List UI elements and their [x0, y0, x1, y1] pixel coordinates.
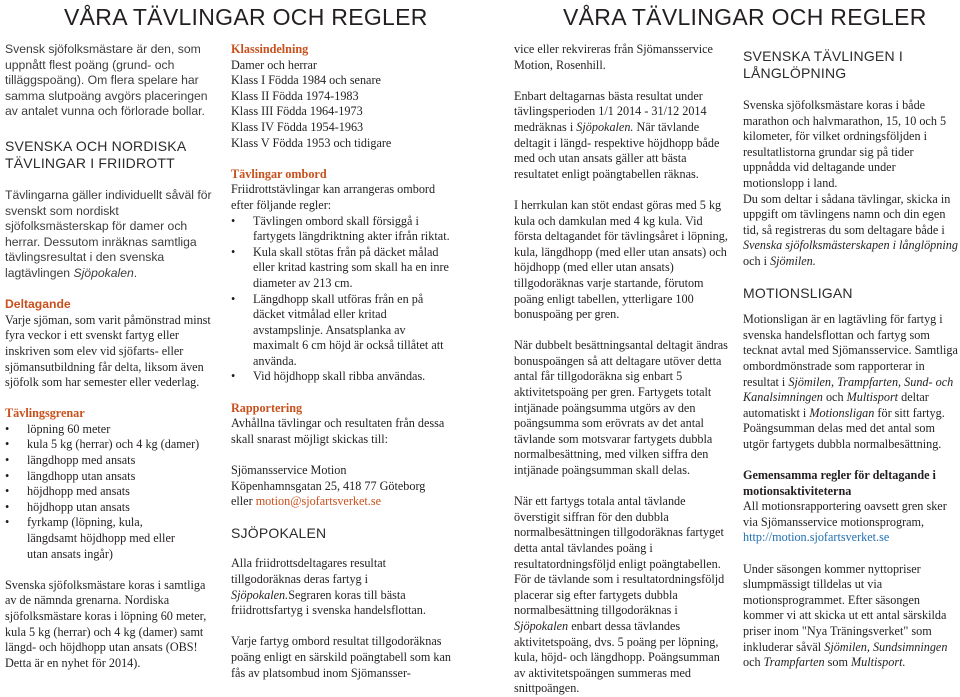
- col4-p2-em2: Sjömilen.: [770, 253, 816, 268]
- klass-item: Damer och herrar: [231, 57, 317, 72]
- klass-title: Klassindelning: [231, 42, 309, 56]
- list-item: • längdhopp med ansats: [5, 453, 217, 469]
- list-item: • höjdhopp utan ansats: [5, 500, 217, 516]
- section-heading-friidrott: SVENSKA OCH NORDISKA TÄVLINGAR I FRIIDROTT: [5, 137, 186, 171]
- intro-paragraph: Svensk sjöfolksmästare är den, som uppnått flest poäng (grund- och tilläggspoäng). Om flera spelare har samma slutpoäng avgörs placeringen av antalet vunna och förlorade bollar.: [5, 42, 208, 119]
- list-item: • höjdhopp med ansats: [5, 484, 217, 500]
- gem-text: All motionsrapportering oavsett gren sker via Sjömansservice motionsprogram,: [743, 499, 947, 529]
- column-2: [231, 42, 453, 681]
- col3-paragraph-2: [514, 89, 732, 183]
- list-item: • Vid höjdhopp skall ribba användas.: [231, 369, 453, 385]
- klass-item: Klass V Födda 1953 och tidigare: [231, 135, 392, 150]
- friidrott-em: Sjöpokalen: [73, 265, 134, 280]
- section-heading-sjopokalen: SJÖPOKALEN: [231, 525, 327, 542]
- col3-paragraph-3: I herrkulan kan stöt endast göras med 5 kg kula och damkulan med 4 kg kula. Vid första deltagandet för tävlingsåret i löpning, kula, längdhopp (med eller utan ansats) och höjdhopp (med eller utan ansats) tillgodoräknas varje startande, förutom poäng enligt tabellen, ytterligare 100 bonuspoäng per gren.: [514, 197, 728, 322]
- list-item: • Tävlingen ombord skall försiggå i fartygets längdriktning akter ifrån riktat.: [231, 214, 453, 245]
- column-4: [743, 42, 958, 671]
- friidrott-paragraph: Tävlingarna gäller individuellt såväl för svenskt som nordiskt sjöfolksmästerskap för damer och herrar. Dessutom inräknas samtliga tävlingsresultat i den svenska lagtävlingen Sjöpokalen.: [5, 187, 212, 280]
- klass-item: Klass II Födda 1974-1983: [231, 88, 359, 103]
- list-item: • Kula skall stötas från på däcket målad eller kritad kastring som skall ha en inre diameter av 213 cm.: [231, 245, 453, 292]
- col4-p2-a: Du som deltar i sådana tävlingar, skicka in uppgift om tävlingens namn och din egen tid, så registreras du som deltagare både i: [743, 191, 951, 237]
- motion-link[interactable]: http://motion.sjofartsverket.se: [743, 530, 890, 545]
- list-item: • Längdhopp skall utföras från en på däcket vitmålad eller kritad avstampslinje. Ansatsplanka av maximalt 6 cm höjd är också tillåtet att använda.: [231, 292, 453, 370]
- col3-p2-em: Sjöpokalen.: [576, 119, 634, 134]
- ombord-title: Tävlingar ombord: [231, 166, 327, 181]
- col4-p3-em1: Sjömilen, Trampfarten, Sund- och Kanalsimningen: [743, 374, 954, 405]
- col3-p2-a: Enbart deltagarnas bästa resultat under tävlingsperioden 1/1 2014 - 31/12 2014 medräknas i: [514, 88, 707, 134]
- section-heading-motionsligan: MOTIONSLIGAN: [743, 285, 853, 302]
- col3-paragraph-4: När dubbelt besättningsantal deltagit ändras bonuspoängen så att deltagare utöver detta antal får tillgodoräkna sig enbart 5 aktivitetspoäng per gren. Fartygets totalt intjänade poängsumma utgörs av den poängsumma som erövrats av det antal tävlande som motsvarar fartygets dubbla normalbesättning, med vilken siffra den intjänade poängsumman skall delas.: [514, 338, 728, 478]
- klass-item: Klass IV Födda 1954-1963: [231, 119, 364, 134]
- col4-p3-c: för sitt fartyg. Poängsumman delas med det antal som utgör fartygets dubbla normalbesättning.: [743, 405, 945, 451]
- col4-p3-a: Motionsligan är en lagtävling för fartyg i svenska handelsflottan och fartyg som tecknat avtal med Sjömansservice. Samtliga ombordmönstrade som rapporterar in resultat i: [743, 312, 958, 389]
- list-item: • kula 5 kg (herrar) och 4 kg (damer): [5, 437, 217, 453]
- list-item: • längdhopp utan ansats: [5, 469, 217, 485]
- col4-p4-a: Under säsongen kommer nyttopriser slumpmässigt tilldelas ut via motionsprogrammet. Efter säsongen kommer vi att skicka ut ett antal särskilda priser inom "Nya Träningsverket" som inkluderar såväl: [743, 561, 947, 654]
- friidrott-text: Tävlingarna gäller individuellt såväl för svenskt som nordiskt sjöfolksmästerskap för damer och herrar. Dessutom inräknas samtliga tävlingsresultat i den svenska lagtävlingen: [5, 187, 212, 280]
- col4-p4-mid2: som: [827, 655, 848, 670]
- col4-p3-mid: och: [825, 390, 844, 405]
- col4-paragraph-3: [743, 312, 958, 452]
- email-prefix: eller: [231, 494, 256, 509]
- varje-paragraph: Varje fartyg ombord resultat tillgodoräknas poäng enligt en särskild poängtabell som kan fås av platsombud inom Sjömansser-: [231, 634, 452, 680]
- address-line: Köpenhamnsgatan 25, 418 77 Göteborg: [231, 478, 426, 493]
- grenar-closing: Svenska sjöfolksmästare koras i samtliga av de nämnda grenarna. Nordiska sjöfolksmästare koras i löpning 60 meter, kula 5 kg (herrar) och 4 kg (damer) samt längd- och höjdhopp utan ansats (OBS! Detta är en nyhet för 2014).: [5, 577, 207, 670]
- column-1: [5, 42, 217, 671]
- col4-p2-em1: Svenska sjöfolksmästerskapen i långlöpning: [743, 238, 958, 253]
- col3-p5-b: enbart dessa tävlandes aktivitetspoäng, dvs. 5 poäng per löpning, kula, höjd- och längdhopp. Poängsumman av aktivitetspoängen summeras med snittpoängen.: [514, 618, 720, 696]
- grenar-list: [5, 422, 217, 562]
- ombord-text: Friidrottstävlingar kan arrangeras ombord efter följande regler:: [231, 182, 436, 212]
- col4-p4-em1: Sjömilen, Sundsimningen: [824, 639, 948, 654]
- klass-item: Klass III Födda 1964-1973: [231, 104, 363, 119]
- deltagande-paragraph: Varje sjöman, som varit påmönstrad minst fyra veckor i ett svenskt fartyg eller inskriven som elev vid sjöfarts- eller sjömansutbildning får delta, liksom även sjöfolk som har semester eller vederlag.: [5, 312, 211, 390]
- ombord-rules: [231, 214, 453, 386]
- sjopokalen-paragraph: [231, 556, 453, 618]
- section-heading-langlopning: SVENSKA TÄVLINGEN I LÅNGLÖPNING: [743, 48, 903, 81]
- klass-list: [231, 58, 453, 152]
- col4-p3-em2: Multisport: [846, 390, 899, 405]
- col3-paragraph-5: [514, 494, 732, 697]
- col4-p4-mid: och: [743, 655, 761, 670]
- col4-paragraph-2: [743, 192, 958, 270]
- email-link[interactable]: motion@sjofartsverket.se: [255, 494, 381, 509]
- address-line: Sjömansservice Motion: [231, 463, 347, 478]
- page-title-left: VÅRA TÄVLINGAR OCH REGLER: [64, 4, 428, 30]
- col4-p3-em3: Motionsligan: [809, 405, 875, 420]
- rapportering-text: Avhållna tävlingar och resultaten från dessa skall snarast möjligt skickas till:: [231, 416, 445, 446]
- klass-item: Klass I Födda 1984 och senare: [231, 73, 381, 88]
- sjopokalen-text-2: Segraren koras till bästa friidrottsfartyg i svenska handelsflottan.: [231, 587, 426, 618]
- page-title-right: VÅRA TÄVLINGAR OCH REGLER: [563, 4, 927, 30]
- col4-p3-b: deltar automatiskt i: [743, 390, 929, 420]
- grenar-title: Tävlingsgrenar: [5, 406, 85, 421]
- column-3: [514, 42, 732, 697]
- col3-p5-em: Sjöpokalen: [514, 618, 569, 633]
- col4-p2-mid: och i: [743, 253, 768, 268]
- sjopokalen-text-1: Alla friidrottsdeltagares resultat tillgodoräknas deras fartyg i: [231, 556, 386, 586]
- sjopokalen-em: Sjöpokalen.: [231, 587, 289, 602]
- deltagande-title: Deltagande: [5, 297, 71, 312]
- col3-paragraph-1: vice eller rekvireras från Sjömansservice Motion, Rosenhill.: [514, 42, 713, 72]
- gem-link-line: [743, 530, 958, 546]
- col4-paragraph-1: Svenska sjöfolksmästare koras i både marathon och halvmarathon, 15, 10 och 5 kilometer, för vilket ordningsföljden i resultatlistorna grundar sig på tider uppnådda vid deltagande under motionslopp i land.: [743, 98, 947, 190]
- col3-p2-b: När tävlande deltagit i längd- respektive höjdhopp både med och utan ansats gäller att bästa resultatet enligt poängtabellen räknas.: [514, 119, 720, 181]
- col4-p4-em3: Multisport.: [851, 655, 906, 670]
- list-item: • löpning 60 meter: [5, 422, 217, 438]
- col4-paragraph-4: [743, 562, 958, 671]
- col4-p4-em2: Trampfarten: [763, 655, 825, 670]
- rapportering-title: Rapportering: [231, 400, 303, 415]
- gem-title: Gemensamma regler för deltagande i motionsaktiviteterna: [743, 468, 936, 498]
- col3-p5-a: När ett fartygs totala antal tävlande överstigit siffran för den dubbla normalbesättningen tillgodoräknas fartyget detta antal tävlandes poäng i resultatordningsföljd enligt poängtabellen. För de tävlande som i resultatordningsföljd placerar sig efter fartygets dubbla normalbesättning tillgodoräknas i: [514, 494, 725, 618]
- list-item: • fyrkamp (löpning, kula, längdsamt höjdhopp med eller utan ansats ingår): [5, 515, 177, 562]
- email-line: [231, 494, 453, 510]
